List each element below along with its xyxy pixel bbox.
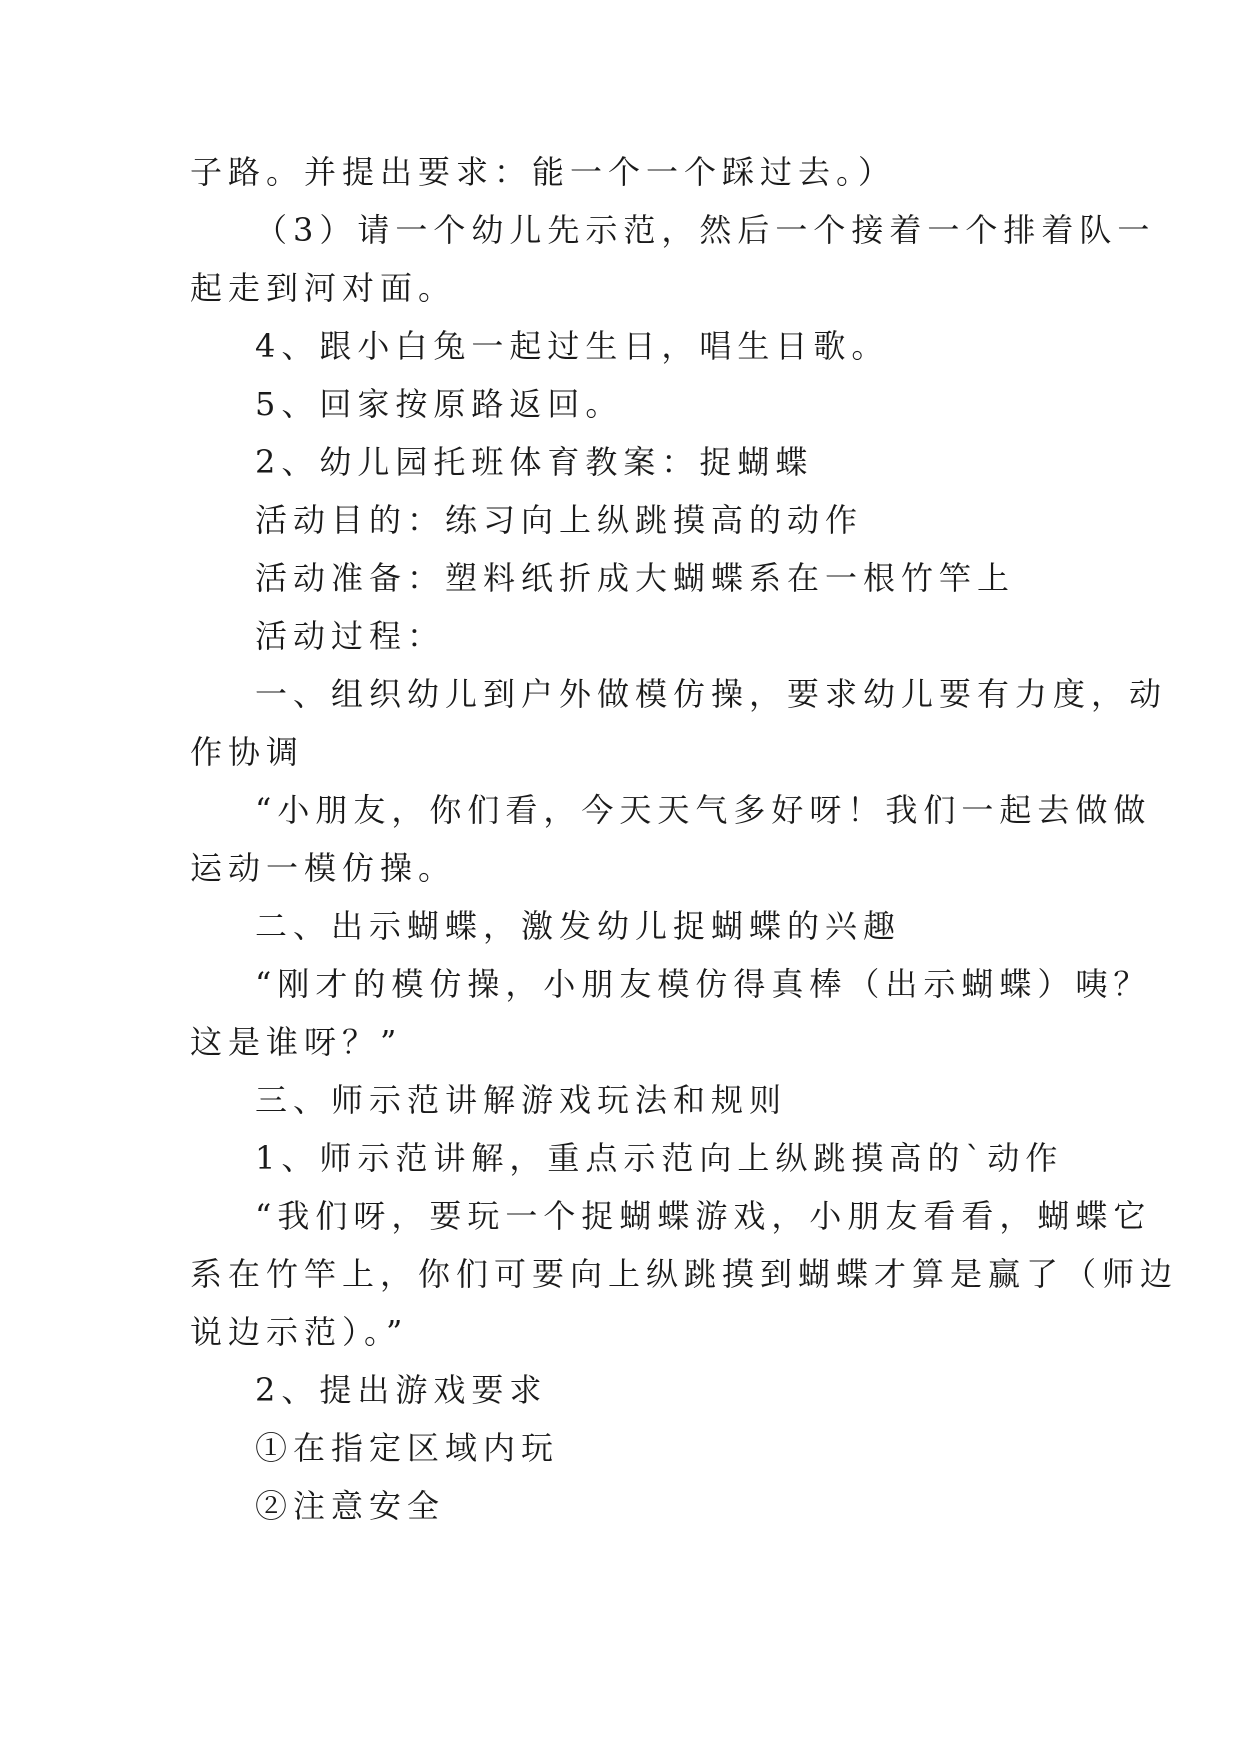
body-text-line: 1、师示范讲解，重点示范向上纵跳摸高的`动作 xyxy=(255,1139,1064,1177)
body-text-line: ①在指定区域内玩 xyxy=(255,1429,560,1467)
body-text-line: 活动过程： xyxy=(255,617,446,655)
body-text-line: 子路。并提出要求：能一个一个踩过去。） xyxy=(190,153,897,191)
body-text-line: 二、出示蝴蝶，激发幼儿捉蝴蝶的兴趣 xyxy=(255,907,902,945)
section-heading: 2、幼儿园托班体育教案：捉蝴蝶 xyxy=(255,443,814,481)
body-text-line: 说边示范）。” xyxy=(190,1313,409,1351)
body-text-line: “小朋友，你们看，今天天气多好呀！我们一起去做做 xyxy=(255,791,1152,829)
body-text-line: “我们呀，要玩一个捉蝴蝶游戏，小朋友看看，蝴蝶它 xyxy=(255,1197,1152,1235)
body-text-line: 这是谁呀？” xyxy=(190,1023,403,1061)
body-text-line: 2、提出游戏要求 xyxy=(255,1371,548,1409)
body-text-line: 起走到河对面。 xyxy=(190,269,457,307)
body-text-line: 5、回家按原路返回。 xyxy=(255,385,624,423)
body-text-line: 一、组织幼儿到户外做模仿操，要求幼儿要有力度，动 xyxy=(255,675,1168,713)
body-text-line: 运动一模仿操。 xyxy=(190,849,457,887)
body-text-line: ②注意安全 xyxy=(255,1487,446,1525)
body-text-line: 活动目的：练习向上纵跳摸高的动作 xyxy=(255,501,864,539)
body-text-line: 三、师示范讲解游戏玩法和规则 xyxy=(255,1081,788,1119)
body-text-line: 作协调 xyxy=(190,733,305,771)
body-text-line: 活动准备：塑料纸折成大蝴蝶系在一根竹竿上 xyxy=(255,559,1016,597)
body-text-line: 4、跟小白兔一起过生日，唱生日歌。 xyxy=(255,327,890,365)
body-text-line: （3）请一个幼儿先示范，然后一个接着一个排着队一 xyxy=(255,211,1156,249)
body-text-line: “刚才的模仿操，小朋友模仿得真棒（出示蝴蝶）咦？ xyxy=(255,965,1152,1003)
body-text-line: 系在竹竿上，你们可要向上纵跳摸到蝴蝶才算是赢了（师边 xyxy=(190,1255,1179,1293)
